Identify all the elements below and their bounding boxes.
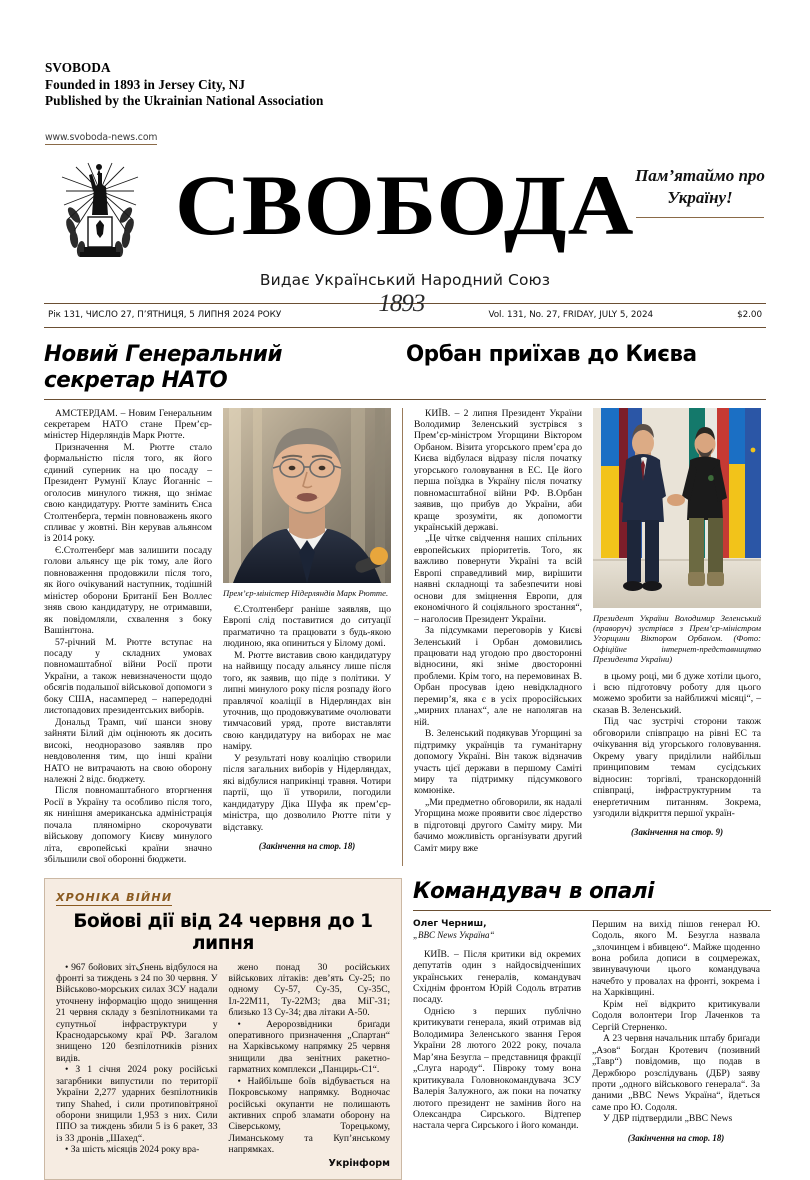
paragraph: Є.Столтенберґ раніше заявляв, що Европі слід поставитися до ситуації прагматично та працювати з будь-якою людиною, яка опиниться у Білому домі. bbox=[223, 603, 391, 650]
newspaper-logo: СВОБОДА bbox=[175, 156, 635, 253]
byline-organization: „BBC News Україна“ bbox=[413, 930, 495, 941]
paragraph: КИЇВ. – 2 липня Президент України Володимир Зеленський зустрівся з Прем’єр-міністром Угорщини Віктором Орбаном. Візита угорського прем’єра до Києва відбулася відразу після початку угорського головування в ЕС. Це його перша поїздка в Україну після початку повномасштабної війни РФ. В.Орбан заявив, що прибув до України, аби краще зрозуміти, як допомогти українській державі. bbox=[414, 407, 582, 534]
paragraph: В. Зеленський подякував Угорщині за підтримку українців та гуманітарну допомогу Україні. Він також відзначив участь цієї держави в першому Саміті миру та підтримку підсумкового комюніке. bbox=[414, 728, 582, 797]
jump-line-nato[interactable]: (Закінчення на стор. 18) bbox=[258, 840, 356, 851]
paragraph: Після повномаштабного вторгнення Росії в Україну та особливо після того, як нинішня американська адміністрація почала пляномірно скорочувати військову допомогу Києву минулого літа, європейські країни значно збільшили свої оборонні бюджети. bbox=[44, 785, 212, 866]
masthead-website-link[interactable]: www.svoboda-news.com bbox=[45, 131, 158, 143]
paragraph: Першим на вихід пішов генерал Ю. Содоль, якого М. Безугла назвала „злочинцем і вбивцею“. Майже щоденно вона робила дописи в соцмережах, звинувачуючи цього командувача начебто у провалах на фронті, зокрема і на Харківщині. bbox=[592, 918, 760, 999]
paragraph: Дональд Трамп, чиї шанси знову зайняти Білий дім оцінюють як досить високі, неодноразово заявляв про невдоволення тим, що інші країни НАТО не витрачають на свою оборону належні 2 відс. бюджету. bbox=[44, 716, 212, 785]
paragraph: У ДБР підтвердили „BBC News bbox=[603, 1113, 733, 1125]
bullet-item: • Аеророзвідники бриґади оперативного призначення „Спартан“ на Харківському напрямку 25 червня знищили два зенітних ракетно-гарматних комплекси „Панцирь-С1“. bbox=[228, 1018, 390, 1076]
column-commander-1 bbox=[413, 919, 581, 1145]
bullet-item: • За шість місяців 2024 року вра- bbox=[65, 1144, 200, 1156]
byline-author: Олег Черниш, bbox=[413, 918, 487, 929]
content-area bbox=[44, 341, 766, 1180]
folio-price: $2.00 bbox=[737, 310, 762, 320]
slogan-text: Пам’ятаймо про Україну! bbox=[635, 165, 765, 207]
nameplate bbox=[0, 155, 810, 277]
masthead-publisher: Published by the Ukrainian National Association bbox=[45, 93, 324, 108]
slogan-block bbox=[634, 165, 766, 218]
column-divider bbox=[402, 408, 403, 866]
lower-section bbox=[44, 878, 766, 1180]
slogan-divider bbox=[636, 217, 764, 218]
photo-mark-rutte bbox=[223, 408, 391, 583]
caption-zelensky-orban: Президент України Володимир Зеленський (праворуч) зустрівся з Прем’єр-міністром Угорщини Віктором Орбаном. (Фото: Офіційне інтернет-представництво Президента України) bbox=[593, 612, 761, 665]
column-orban-1 bbox=[414, 408, 582, 866]
masthead-founded: Founded in 1893 in Jersey City, NJ bbox=[45, 76, 246, 92]
war-chronicle-source: Укрінформ bbox=[328, 1157, 390, 1169]
byline bbox=[413, 919, 581, 943]
top-columns bbox=[44, 408, 766, 866]
paragraph: Крім неї відкрито критикували Содоля волонтери Ігор Лаченков та Сергій Стерненко. bbox=[592, 998, 760, 1033]
headline-commander[interactable]: Командувач в опалі bbox=[413, 877, 655, 904]
paragraph: 57-річний М. Рютте вступає на посаду у складних умовах повномаштабної війни Росії проти України, а також невизначености щодо обсягів подальшої військової допомоги з боку США, насамперед – напередодні листопадових президентських виборів. bbox=[44, 636, 212, 717]
folio-bar bbox=[44, 289, 766, 328]
folio-date-en: Vol. 131, No. 27, FRIDAY, JULY 5, 2024 bbox=[488, 310, 654, 320]
masthead-identification bbox=[0, 0, 810, 145]
paragraph: „Це чітке свідчення наших спільних европейських пріоритетів. Того, як важливо повернути Україні та всій Европі справедливий мир, вирішити наявні складнощі та забезпечити нові основи для зміцнення Европи, для економічного й соціяльного зростання“, – наголосив Президент України. bbox=[414, 533, 582, 625]
paragraph: КИЇВ. – Після критики від окремих депутатів один з найдосвідченіших українських генералів, командувач Східнім фронтом Юрій Содоль втратив посаду. bbox=[413, 948, 581, 1006]
folio-date-uk: Рік 131, ЧИСЛО 27, П’ЯТНИЦЯ, 5 ЛИПНЯ 2024 РОКУ bbox=[48, 310, 282, 320]
headline-orban[interactable]: Орбан приїхав до Києва bbox=[406, 340, 697, 367]
column-nato-1 bbox=[44, 408, 212, 866]
paragraph: „Ми предметно обговорили, як надалі Угорщина може проявити своє лідерство в підготовці другого Саміту миру. Ми бачимо можливість організувати другий Саміт миру вже bbox=[414, 796, 582, 854]
war-chronicle-kicker: ХРОНІКА ВІЙНИ bbox=[56, 890, 173, 904]
paragraph: Призначення М. Рютте стало формальністю після того, як його єдиний суперник на цю посаду – Президент Румунії Клаус Йоганніс – оголосив минулого тижня, що знімає свою кандидатуру. Рютте замінить Єнса Столтенберґа, термін повноважень якого спливає у жовтні. Він керував альянсом із 2014 року. bbox=[44, 441, 212, 545]
masthead-name-en: SVOBODA bbox=[45, 60, 111, 75]
paragraph: У результаті нову коаліцію створили після загальних виборів у Нідерляндах, які відбулися наприкінці травня. Чотири партії, що її утворили, погодили кандидатуру Діка Шуфа як прем’єр-міністра, що дозволило Рютте піти у відставку. bbox=[223, 752, 391, 833]
bullet-item: • 967 бойових зітکнень відбулося на фронті за тиждень з 24 по 30 червня. У Військово-морських силах ЗСУ надали уточнену інформацію щодо знищення 21 червня складу з безпілотниками та супутньої інфраструктури у Краснодарському краї РФ. Загалом знищено 120 безпілотників різних видів. bbox=[56, 961, 218, 1064]
bullet-item: • З 1 січня 2024 року російські загарбники випустили по території України 2,277 ударних безпілотників типу Shahed, і сили протиповітряної оборони знищили 1,953 з них. Сили ППО за тиждень збили 5 із 6 ракет, 33 із 33 дронів „Шахед“. bbox=[56, 1064, 218, 1144]
war-chronicle-title[interactable]: Бойові дії від 24 червня до 1 липня bbox=[73, 910, 373, 954]
paragraph: Однією з перших публічно критикувати генерала, який отримав від Володимира Зеленського звання Героя України 28 лютого 2022 року, почала Мар’яна Безугла – представниця фракції „Слуга народу“. Півроку тому вона критикувала Головнокомандувача ЗСУ Валерія Залужного, аж поки на початку лютого президент не замінив його на Олександра Сирського. Відтепер настала черга Сирського і його команди. bbox=[413, 1005, 581, 1132]
photo-zelensky-orban-handshake bbox=[593, 408, 761, 608]
nameplate-subtitle: Видає Український Народний Союз bbox=[259, 270, 551, 289]
column-commander-2 bbox=[592, 919, 760, 1145]
paragraph: А 23 червня начальник штабу бриґади „Азов“ Богдан Кротевич (позивний „Тавр“) повідомив, що подав в Держбюро розслідувань (ДБР) заяву проти „одного військового генерала“. За даними „BBC News Україна“, йдеться саме про Ю. Содоля. bbox=[592, 1033, 760, 1113]
paragraph: М. Рютте виставив свою кандидатуру на найвищу посаду альянсу лише після того, як заявив, що піде з політики. У липні минулого року після розпаду його правлячої коаліції в Нідерляндах він уточнив, що продовжуватиме очолювати тимчасовий уряд, проте виставляти свою кандидатуру на виборах не має наміру. bbox=[223, 649, 391, 753]
war-chronicle-column-2 bbox=[229, 962, 391, 1169]
war-chronicle-column-1 bbox=[56, 962, 218, 1169]
bullet-item: жено понад 30 російських військових літаків: дев’ять Су-25; по одному Су-57, Су-35, Су-35С, Іл-22М11, Ту-22М3; два МіГ-31; близько 13 Су-34; два літаки А-50. bbox=[228, 961, 390, 1019]
paragraph: АМСТЕРДАМ. – Новим Генеральним секретарем НАТО стане Прем’єр-міністер Нідерляндів Марк Рютте. bbox=[44, 407, 212, 442]
headline-nato[interactable]: Новий Генеральний секретар НАТО bbox=[44, 340, 283, 393]
paragraph: в цьому році, ми б дуже хотіли цього, і всю підготовчу роботу для цього можемо зробити за найближчі місяці“, – сказав В. Зеленський. bbox=[593, 670, 761, 716]
jump-line-commander[interactable]: (Закінчення на стор. 18) bbox=[627, 1132, 725, 1143]
paragraph: Під час зустрічі сторони також обговорили співпрацю на рівні ЕС та очікування від угорського головування. Окрему увагу приділили найбільш принциповим темам сусідських відносин: торгівлі, транскордонній співпраці, інфраструктурним та енерґетичним питанням. Зокрема, узгодили відкриття першої україн- bbox=[593, 716, 761, 819]
headline-row bbox=[44, 341, 766, 393]
article-commander bbox=[413, 878, 771, 1145]
paragraph: За підсумками переговорів у Києві Зеленський і Орбан домовились працювати над угодою про двосторонні відносини, які зніме двосторонні проблеми. Крім того, на перемовинах В. Орбан просував ідею невідкладного перемир’я, яка є в усіх проросійських „мирних планах“, але не наполягав на ній. bbox=[414, 625, 582, 728]
paragraph: Є.Столтенберґ мав залишити посаду голови альянсу ще рік тому, але його повноваження продовжили після того, як його очікуваний наступник, тодішній міністер оборони Британії Бен Воллес зняв свою кандидатуру, не отримавши, як повідомляли, схвалення з боку Вашінґтона. bbox=[44, 544, 212, 637]
column-nato-2 bbox=[223, 408, 391, 866]
caption-rutte: Прем’єр-міністер Нідерляндів Марк Рютте. bbox=[223, 587, 389, 598]
bullet-item: • Найбільше боїв відбувається на Покровському напрямку. Водночас російські окупанти не полишають активних спроб зламати оборону на Сіверському, Торецькому, Лиманському та Куп’янському напрямках. bbox=[228, 1075, 390, 1156]
commander-divider bbox=[413, 910, 771, 911]
war-chronicle-box bbox=[44, 878, 402, 1180]
jump-line-orban[interactable]: (Закінчення на стор. 9) bbox=[630, 827, 724, 838]
column-orban-2 bbox=[593, 408, 761, 866]
folio-founding-year: 1893 bbox=[378, 289, 425, 317]
headline-divider bbox=[44, 399, 766, 400]
